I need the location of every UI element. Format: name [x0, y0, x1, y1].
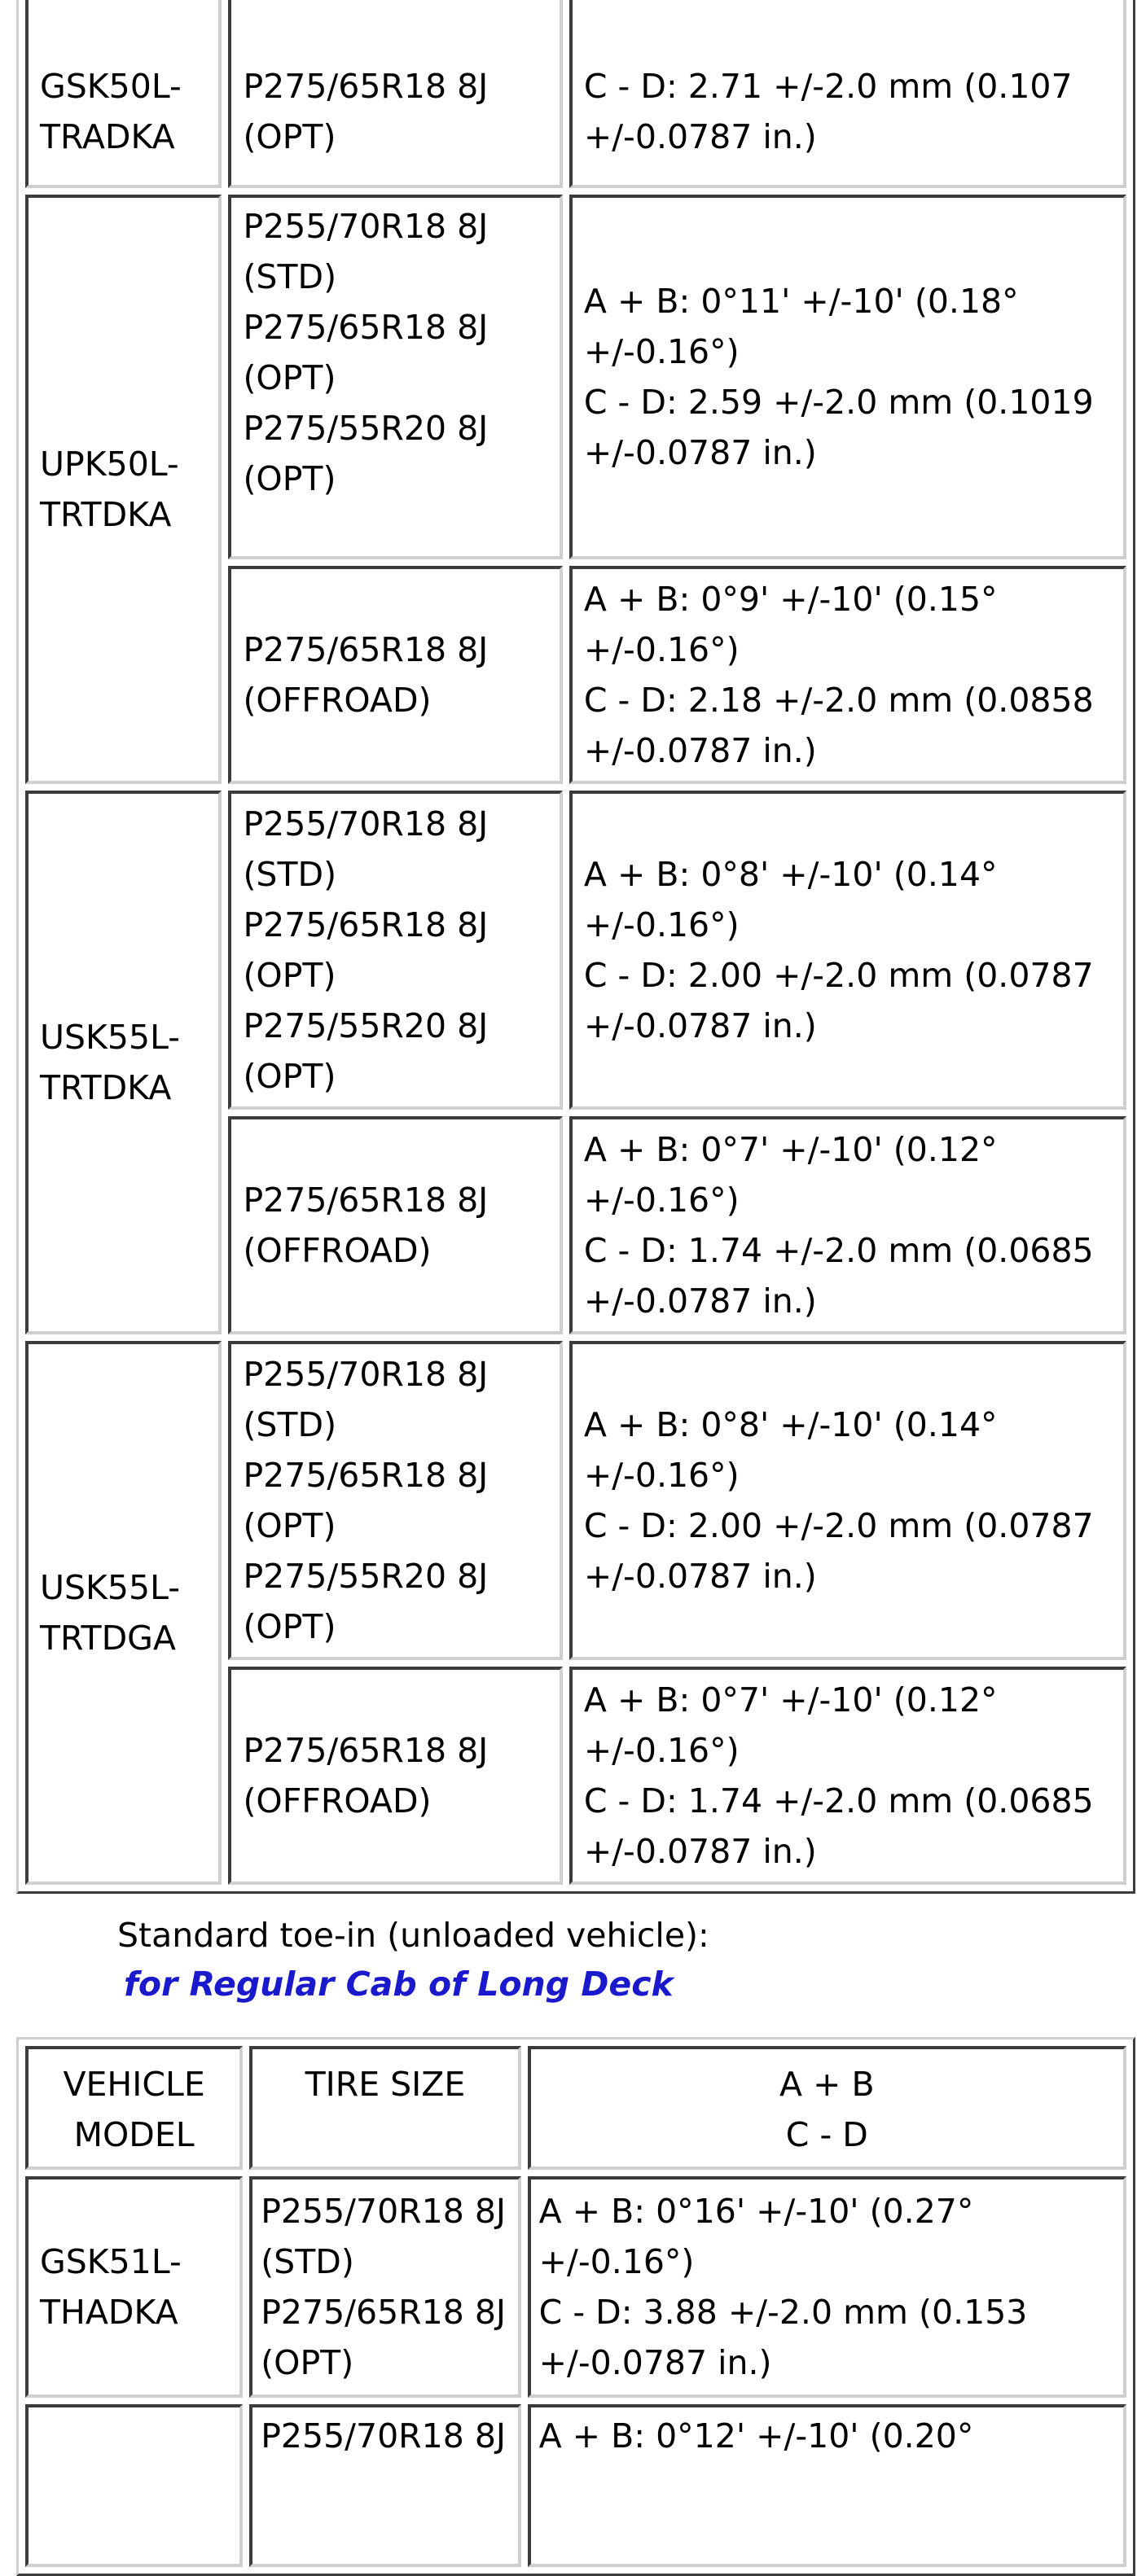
tire-size-text: P255/70R18 8J: [243, 207, 489, 246]
toe-spec-text: +/-0.16°): [583, 905, 740, 944]
column-header-text: VEHICLE: [63, 2065, 205, 2104]
tire-size-text: (OFFROAD): [243, 681, 432, 720]
vehicle-model-text: GSK51L-: [40, 2242, 182, 2281]
tire-size-cell: [228, 566, 562, 784]
tire-size-text: P275/55R20 8J: [243, 409, 489, 448]
toe-spec-cell: [569, 0, 1126, 188]
column-header-text: MODEL: [73, 2115, 195, 2154]
toe-spec-text: +/-0.0787 in.): [538, 2343, 772, 2382]
vehicle-model-text: USK55L-: [40, 1568, 181, 1607]
toe-spec-text: A + B: 0°16' +/-10' (0.27°: [538, 2192, 974, 2231]
tire-size-text: (STD): [243, 257, 337, 296]
tire-size-text: (OPT): [243, 1607, 336, 1646]
table-header-row: [25, 2046, 1126, 2170]
tire-size-text: (OPT): [243, 117, 336, 156]
tire-size-text: P275/65R18 8J: [261, 2293, 507, 2332]
toe-spec-cell: [569, 195, 1126, 559]
vehicle-model-cell: [25, 2176, 243, 2398]
tire-size-text: (OPT): [243, 956, 336, 995]
toe-spec-text: +/-0.0787 in.): [583, 433, 817, 472]
toe-spec-text: A + B: 0°12' +/-10' (0.20°: [538, 2416, 974, 2456]
tire-size-text: (STD): [243, 855, 337, 894]
tire-size-text: P275/65R18 8J: [243, 905, 489, 944]
toe-spec-text: A + B: 0°7' +/-10' (0.12°: [583, 1680, 998, 1720]
toe-spec-text: +/-0.0787 in.): [583, 1281, 817, 1321]
tire-size-cell: [228, 791, 562, 1110]
vehicle-model-text: TRADKA: [40, 117, 175, 156]
toe-spec-text: C - D: 2.18 +/-2.0 mm (0.0858: [583, 681, 1094, 720]
column-header-vehicle-model: [25, 2046, 243, 2170]
toe-spec-text: +/-0.16°): [583, 1456, 740, 1495]
tire-size-cell: [249, 2176, 520, 2398]
tire-size-text: (OFFROAD): [243, 1781, 432, 1820]
vehicle-model-text: TRTDGA: [40, 1619, 176, 1658]
toe-in-table-regular-cab: [16, 2037, 1135, 2576]
tire-size-cell: [228, 1667, 562, 1885]
tire-size-text: (OPT): [243, 358, 336, 397]
toe-spec-text: +/-0.0787 in.): [583, 1832, 817, 1871]
tire-size-text: (OPT): [243, 1057, 336, 1096]
tire-size-text: P275/65R18 8J: [243, 630, 489, 669]
toe-spec-text: +/-0.16°): [583, 630, 740, 669]
toe-spec-text: C - D: 2.71 +/-2.0 mm (0.107: [583, 67, 1073, 106]
tire-size-text: P255/70R18 8J: [261, 2416, 507, 2456]
toe-spec-text: C - D: 1.74 +/-2.0 mm (0.0685: [583, 1781, 1094, 1820]
toe-spec-text: A + B: 0°8' +/-10' (0.14°: [583, 1405, 998, 1444]
tire-size-text: P275/55R20 8J: [243, 1557, 489, 1596]
toe-spec-text: +/-0.0787 in.): [583, 1557, 817, 1596]
column-header-text: C - D: [785, 2115, 868, 2154]
tire-size-text: (OFFROAD): [243, 1231, 432, 1270]
toe-spec-text: +/-0.16°): [583, 332, 740, 371]
tire-size-text: P275/65R18 8J: [243, 1181, 489, 1220]
table-row: [25, 2176, 1126, 2398]
toe-spec-text: +/-0.0787 in.): [583, 1006, 817, 1045]
tire-size-text: P275/65R18 8J: [243, 1456, 489, 1495]
table-row: [25, 791, 1126, 1110]
toe-spec-text: A + B: 0°8' +/-10' (0.14°: [583, 855, 998, 894]
toe-spec-cell: [528, 2404, 1126, 2567]
tire-size-text: P275/65R18 8J: [243, 67, 489, 106]
toe-spec-text: A + B: 0°9' +/-10' (0.15°: [583, 580, 998, 619]
toe-spec-cell: [569, 1667, 1126, 1885]
vehicle-model-text: GSK50L-: [40, 67, 182, 106]
toe-spec-cell: [569, 791, 1126, 1110]
section-label: Standard toe-in (unloaded vehicle):: [117, 1916, 709, 1955]
toe-spec-cell: [528, 2176, 1126, 2398]
tire-size-cell: [228, 1341, 562, 1660]
toe-spec-text: C - D: 2.59 +/-2.0 mm (0.1019: [583, 383, 1094, 422]
vehicle-model-text: THADKA: [40, 2293, 178, 2332]
toe-spec-text: +/-0.16°): [538, 2242, 695, 2281]
vehicle-model-cell: [25, 791, 222, 1334]
toe-spec-text: C - D: 1.74 +/-2.0 mm (0.0685: [583, 1231, 1094, 1270]
column-header-text: A + B: [779, 2065, 875, 2104]
tire-size-text: (OPT): [243, 1506, 336, 1545]
toe-spec-text: +/-0.16°): [583, 1731, 740, 1770]
tire-size-text: P275/65R18 8J: [243, 308, 489, 347]
tire-size-text: (OPT): [243, 459, 336, 498]
tire-size-text: P255/70R18 8J: [261, 2192, 507, 2231]
toe-spec-text: C - D: 3.88 +/-2.0 mm (0.153: [538, 2293, 1028, 2332]
tire-size-cell: [228, 195, 562, 559]
toe-spec-cell: [569, 1341, 1126, 1660]
tire-size-text: (STD): [261, 2242, 354, 2281]
table-row: [25, 1341, 1126, 1660]
column-header-spec: [528, 2046, 1126, 2170]
column-header-tire-size: [249, 2046, 520, 2170]
toe-spec-text: C - D: 2.00 +/-2.0 mm (0.0787: [583, 1506, 1094, 1545]
tire-size-cell: [228, 1116, 562, 1334]
tire-size-cell: [249, 2404, 520, 2567]
toe-spec-text: A + B: 0°7' +/-10' (0.12°: [583, 1130, 998, 1169]
vehicle-model-text: UPK50L-: [40, 445, 179, 484]
toe-spec-cell: [569, 1116, 1126, 1334]
vehicle-model-cell: [25, 1341, 222, 1885]
tire-size-text: P275/55R20 8J: [243, 1006, 489, 1045]
tire-size-cell: [228, 0, 562, 188]
vehicle-model-text: TRTDKA: [40, 495, 172, 534]
table-row: [25, 195, 1126, 559]
toe-spec-text: A + B: 0°11' +/-10' (0.18°: [583, 282, 1019, 321]
tire-size-text: (STD): [243, 1405, 337, 1444]
vehicle-model-text: USK55L-: [40, 1018, 181, 1057]
toe-spec-text: C - D: 2.00 +/-2.0 mm (0.0787: [583, 956, 1094, 995]
tire-size-text: P255/70R18 8J: [243, 804, 489, 843]
tire-size-text: (OPT): [261, 2343, 354, 2382]
toe-in-table-continued: [16, 0, 1135, 1894]
toe-spec-text: +/-0.0787 in.): [583, 731, 817, 770]
toe-spec-cell: [569, 566, 1126, 784]
toe-spec-text: +/-0.16°): [583, 1181, 740, 1220]
tire-size-text: P275/65R18 8J: [243, 1731, 489, 1770]
vehicle-model-cell: [25, 2404, 243, 2567]
column-header-text: TIRE SIZE: [305, 2065, 466, 2104]
table-row: [25, 2404, 1126, 2567]
table-row: [25, 0, 1126, 188]
section-subheading: for Regular Cab of Long Deck: [124, 1965, 674, 2004]
vehicle-model-text: TRTDKA: [40, 1068, 172, 1107]
tire-size-text: P255/70R18 8J: [243, 1355, 489, 1394]
vehicle-model-cell: [25, 195, 222, 784]
toe-spec-text: +/-0.0787 in.): [583, 117, 817, 156]
vehicle-model-cell: [25, 0, 222, 188]
